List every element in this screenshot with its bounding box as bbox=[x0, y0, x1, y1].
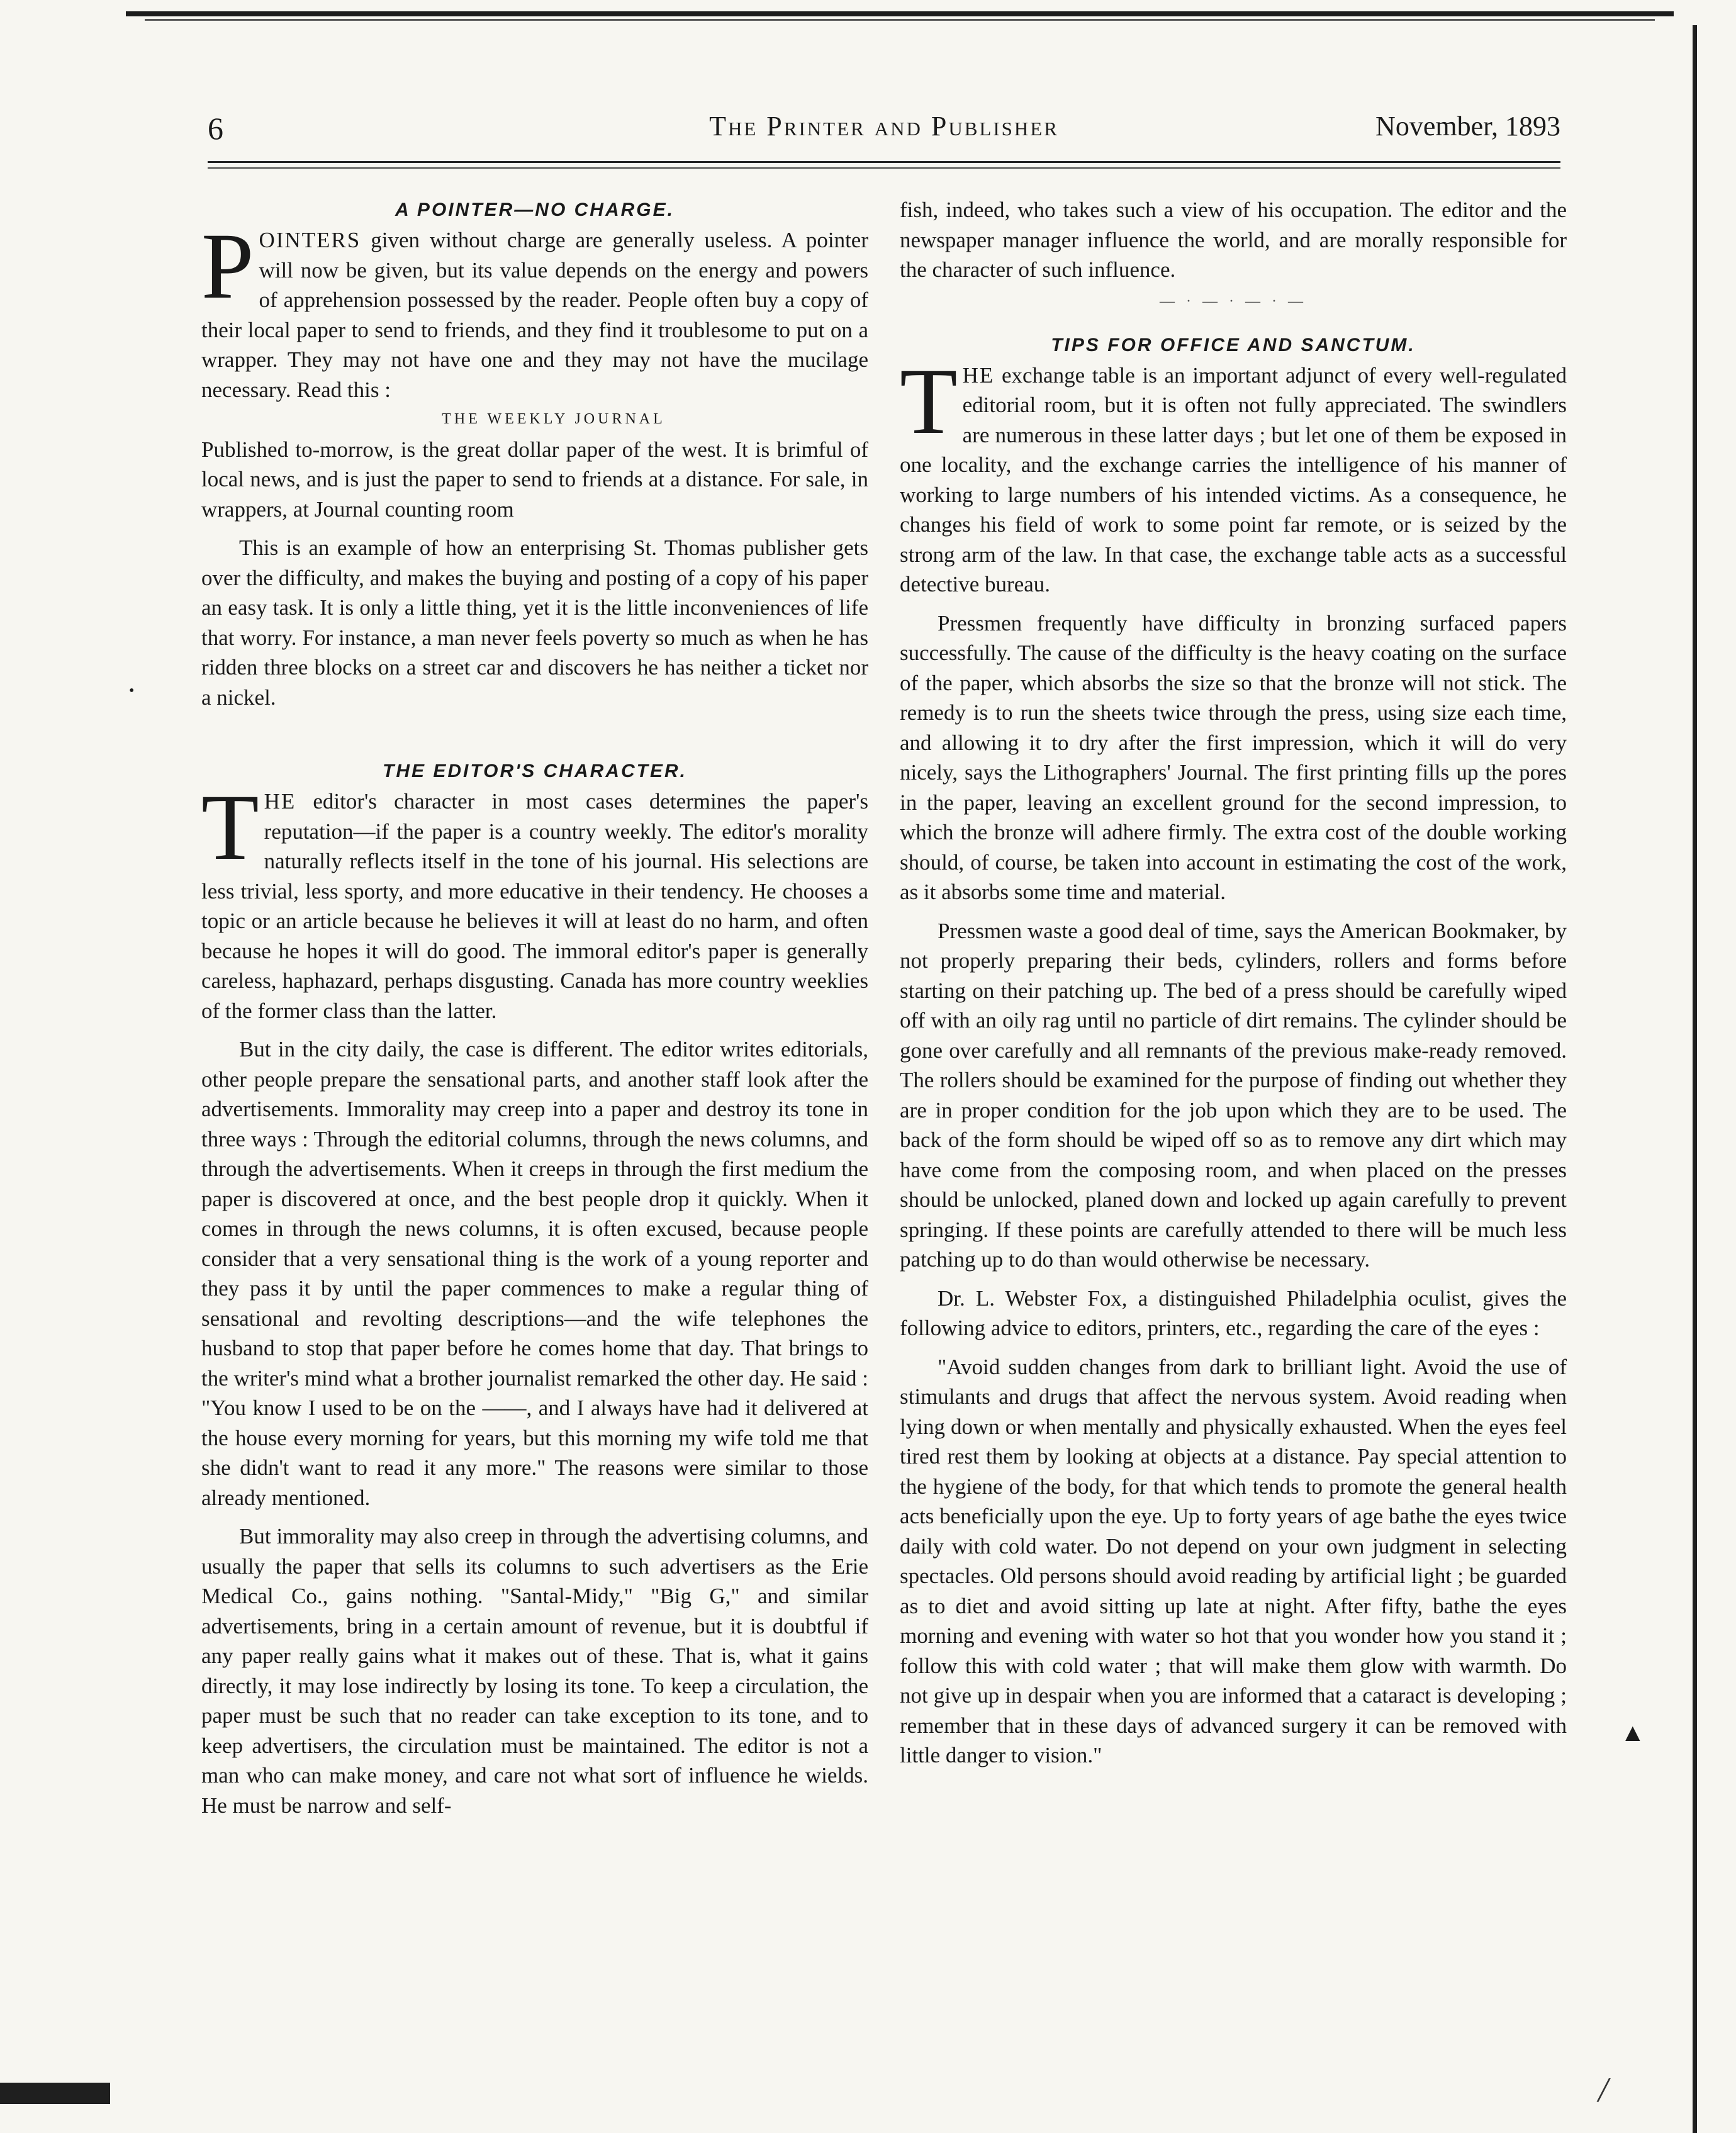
issue-date: November, 1893 bbox=[1375, 111, 1560, 142]
margin-mark: ▲ bbox=[1620, 1718, 1645, 1747]
corner-scribble: / bbox=[1598, 2071, 1608, 2110]
article-heading-editor: THE EDITOR'S CHARACTER. bbox=[383, 761, 687, 781]
right-column bbox=[900, 195, 1567, 1771]
top-border-rule-thin bbox=[145, 19, 1655, 21]
article-paragraph: "Avoid sudden changes from dark to brilliant light. Avoid the use of stimulants and drugs that affect the nervous system. Avoid reading when lying down or when mentally and physically exhausted. When the eyes feel tired rest them by looking at objects at a distance. Pay special attention to the hygiene of the body, for that which tends to promote the general health acts beneficially upon the eye. Up to forty years of age bathe the eyes twice daily with cold water. Do not depend on your own judgment in selecting spectacles. Old persons should avoid reading by artificial light ; be guarded as to diet and avoid sitting up late at night. After fifty, bathe the eyes morning and evening with water so hot that you wonder how you stand it ; follow this with cold water ; that will make them glow with warmth. Do not give up in despair when you are informed that a cataract is developing ; remember that in these days of advanced surgery it can be removed with little danger to vision." bbox=[900, 1354, 1567, 1767]
article-heading-pointer: A POINTER—NO CHARGE. bbox=[395, 199, 675, 220]
article-heading-tips: TIPS FOR OFFICE AND SANCTUM. bbox=[1051, 334, 1416, 356]
drop-cap: T bbox=[201, 775, 259, 880]
publication-title: The Printer and Publisher bbox=[709, 111, 1059, 142]
top-border-rule bbox=[126, 11, 1674, 16]
header-rule-thin bbox=[208, 167, 1560, 169]
article-paragraph bbox=[201, 775, 868, 1026]
right-binding-edge bbox=[1693, 25, 1697, 2133]
left-scan-mark bbox=[0, 2083, 110, 2104]
lead-word: HE bbox=[962, 362, 995, 388]
paragraph-text: exchange table is an important adjunct of every well-regulated editorial room, but it is often not fully appreciated. The swindlers are numerous in these latter days ; but let one of them be exposed in one locality, and the exchange carries the intelligence of his manner of working to large numbers of his intended victims. As a consequence, he changes his field of work to some point far remote, or is seized by the strong arm of the law. In that case, the exchange table acts as a successful detective bureau. bbox=[900, 362, 1567, 596]
page-number: 6 bbox=[208, 111, 223, 146]
paragraph-text: given without charge are generally useless. A pointer will now be given, but its value depends on the energy and powers of apprehension possessed by the reader. People often buy a copy of their local paper to send to friends, and they find it troublesome to put on a wrapper. They may not have one and they may not have the mucilage necessary. Read this : bbox=[201, 228, 868, 402]
margin-dot: • bbox=[129, 683, 135, 699]
page-header bbox=[208, 110, 1560, 160]
drop-cap: T bbox=[900, 349, 958, 454]
article-paragraph: fish, indeed, who takes such a view of his occupation. The editor and the newspaper manager influence the world, and are morally responsible for the character of such influence. bbox=[900, 198, 1567, 282]
inset-ad-text: Published to-morrow, is the great dollar paper of the west. It is brimful of local news, and is just the paper to send to friends at a distance. For sale, in wrappers, at Journal counting room bbox=[201, 437, 868, 522]
paragraph-text: editor's character in most cases determines the paper's reputation—if the paper is a country weekly. The editor's morality naturally reflects itself in the tone of his journal. His selections are less trivial, less sporty, and more educative in their tendency. He chooses a topic or an article because he believes it will at least do no harm, and often because he hopes it will do good. The immoral editor's paper is generally careless, haphazard, perhaps disgusting. Canada has more country weeklies of the former class than the latter. bbox=[201, 789, 868, 1023]
lead-word: OINTERS bbox=[259, 228, 361, 252]
article-paragraph: This is an example of how an enterprising St. Thomas publisher gets over the difficulty, and makes the buying and posting of a copy of his paper an easy task. It is only a little thing, yet it is the little inconveniences of life that worry. For instance, a man never feels poverty so much as when he has ridden three blocks on a street car and discovers he has neither a ticket nor a nickel. bbox=[201, 535, 868, 710]
article-paragraph: Pressmen frequently have difficulty in bronzing surfaced papers successfully. The cause of the difficulty is the heavy coating on the surface of the paper, which absorbs the size so that the bronze will not stick. The remedy is to run the sheets twice through the press, using size each time, and allowing it to dry after the first impression, which it will do very nicely, says the Lithographers' Journal. The first printing fills up the pores in the paper, leaving an excellent ground for the second impression, to which the bronze will adhere firmly. The extra cost of the double working should, of course, be taken into account in estimating the cost of the work, as it absorbs some time and material. bbox=[900, 610, 1567, 904]
left-column bbox=[201, 195, 868, 1820]
article-paragraph: Dr. L. Webster Fox, a distinguished Philadelphia oculist, gives the following advice to editors, printers, etc., regarding the care of the eyes : bbox=[900, 1285, 1567, 1340]
article-paragraph: But immorality may also creep in through the advertising columns, and usually the paper that sells its columns to such advertisers as the Erie Medical Co., gains nothing. "Santal-Midy," "Big G," and similar advertisements, bring in a certain amount of revenue, but it is doubtful if any paper really gains what it makes out of these. That is, what it gains directly, it may lose indirectly by losing its tone. To keep a circulation, the paper must be such that no reader can take exception to its tone, and to keep advertisers, the circulation must be maintained. The editor is not a man who can make money, and care not what sort of influence he wields. He must be narrow and self- bbox=[201, 1524, 868, 1818]
inset-ad-title: THE WEEKLY JOURNAL bbox=[442, 411, 666, 427]
header-rule bbox=[208, 161, 1560, 163]
article-paragraph: Pressmen waste a good deal of time, says the American Bookmaker, by not properly preparing their beds, cylinders, rollers and forms before starting on their patching up. The bed of a press should be carefully wiped off with an oily rag until no particle of dirt remains. The cylinder should be gone over carefully and all remnants of the previous make-ready removed. The rollers should be examined for the purpose of finding out whether they are in proper condition for the job upon which they are to be used. The back of the form should be wiped off so as to remove any dirt which may have come from the composing room, and when placed on the presses should be unlocked, planed down and locked up again carefully to prevent springing. If these points are carefully attended to there will be much less patching up to do than would otherwise be necessary. bbox=[900, 918, 1567, 1272]
article-paragraph: But in the city daily, the case is different. The editor writes editorials, other people prepare the sensational parts, and another staff look after the advertisements. Immorality may creep into a paper and destroy its tone in three ways : Through the editorial columns, through the news columns, and through the advertisements. When it creeps in through the first medium the paper is discovered at once, and the best people drop it quickly. When it comes in through the news columns, it is often excused, because people consider that a very sensational thing is the work of a young reporter and they pass it by until the paper commences to make a regular thing of sensational and revolting descriptions—and the wife telephones the husband to stop that paper before he comes home that day. That brings to the writer's mind what a brother journalist remarked the other day. He said : "You know I used to be on the ——, and I always have had it delivered at the house every morning for years, but this morning my wife told me that she didn't want to read it any more." The reasons were similar to those already mentioned. bbox=[201, 1037, 868, 1510]
lead-word: HE bbox=[264, 789, 296, 814]
article-paragraph bbox=[900, 349, 1567, 600]
drop-cap: P bbox=[201, 214, 254, 318]
section-divider: — · — · — · — bbox=[1160, 293, 1307, 310]
article-paragraph bbox=[201, 214, 868, 405]
